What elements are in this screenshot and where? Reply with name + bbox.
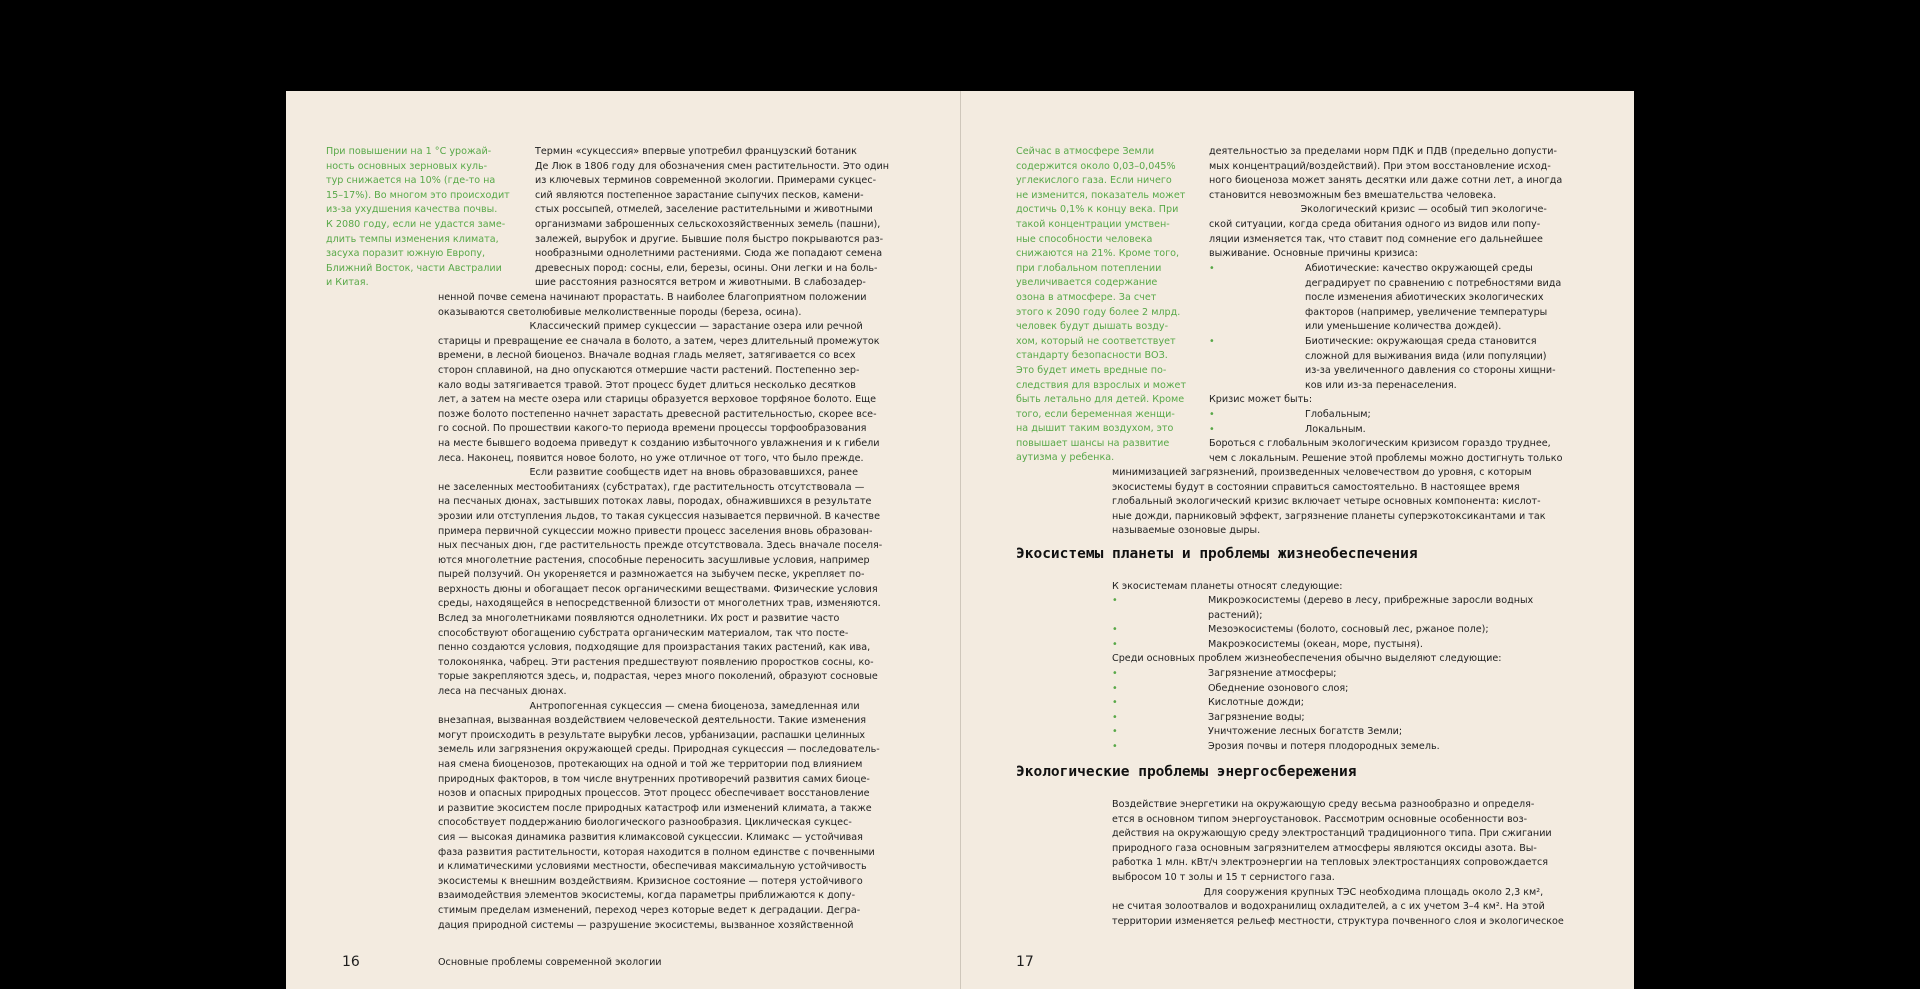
text-wide-right: минимизацией загрязнений, произведенных человечеством до уровня, с которым экосистемы будут в состоянии справиться самостоятельно. В настоящее время глобальный экологический кризис включает четыре основных компонента: кислот- ные дожди, парниковый эффект, загрязнение планеты суперэкотоксикантами и так называемые озоновые дыры. [1112, 467, 1546, 537]
running-footer: Основные проблемы современной экологии [438, 957, 662, 968]
bullet-icon: • [1209, 423, 1215, 435]
list-item: • Обеднение озонового слоя; [1112, 682, 1440, 697]
text-main-left: ненной почве семена начинают прорастать. В наиболее благоприятном положении оказываются светолюбивые мелколиственные породы (береза, осина). Классический пример сукцессии — зарастание озера или речной старицы и превращение ее сначала в болото, а затем, через длительный промежуток времени, в лесной биоценоз. Вначале водная гладь меляет, затягивается со всех сторон сплавиной, на дно опускаются отмершие части растений. Постепенно зер- кало воды затягивается травой. Этот процесс будет длиться несколько десятков лет, а затем на месте озера или старицы образуется верховое торфяное болото. Еще позже болото постепенно начнет зарастать древесной растительностью, скорее все- го сосной. По прошествии какого-то периода времени процессы торфообразования на месте бывшего водоема приведут к созданию избыточного увлажнения и к гибели леса. Наконец, появится новое болото, но уже отличное от того, что было прежде. Если развитие сообществ идет на вновь образовавшихся, ранее не заселенных местообитаниях (субстратах), где растительность отсутствовала — на песчаных дюнах, застывших потоках лавы, породах, обнажившихся в результате эрозии или отступления льдов, то такая сукцессия называется первичной. В качестве примера первичной сукцессии можно привести процесс заселения вновь образован- ных песчаных дюн, где растительность прежде отсутствовала. Здесь вначале поселя- ются многолетние растения, способные переносить засушливые условия, например пырей ползучий. Он укореняется и размножается на зыбучем песке, укрепляет по- верхность дюны и обогащает песок органическими веществами. Физические условия среды, находящейся в непосредственной близости от многолетних трав, изменяются. Вслед за многолетниками появляются однолетники. Их рост и развитие часто способствуют обогащению субстрата органическим материалом, так что посте- пенно создаются условия, подходящие для произрастания таких растений, как ива, толоконянка, чабрец. Эти растения предшествуют появлению проростков сосны, ко- торые закрепляются здесь, и, подрастая, через много поколений, образуют сосновые леса на песчаных дюнах. Антропогенная сукцессия — смена биоценоза, замедленная или внезапная, вызванная воздействием человеческой деятельности. Такие изменения могут происходить в результате вырубки лесов, урбанизации, распашки целинных земель или загрязнения окружающей среды. Природная сукцессия — последователь- ная смена биоценозов, протекающих на одной и той же территории под влиянием природных факторов, в том числе внутренних противоречий развития самих биоце- нозов и опасных природных процессов. Этот процесс обеспечивает восстановление и развитие экосистем после природных катастроф или изменений климата, а также способствует поддержанию биологического разнообразия. Циклическая сукцес- сия — высокая динамика развития климаксовой сукцессии. Климакс — устойчивая фаза развития растительности, которая находится в полном единстве с почвенными и климатическими условиями местности, обеспечивая максимальную устойчивость экосистемы к внешним воздействиям. Кризисное состояние — потеря устойчивого взаимодействия элементов экосистемы, когда параметры приближаются к допу- стимым пределам изменений, переход через которые ведет к деградации. Дегра- дация природной системы — разрушение экосистемы, вызванное хозяйственной [438, 292, 883, 931]
right-page [961, 91, 1634, 989]
bullet-icon: • [1112, 624, 1118, 636]
heading-ecosystems: Экосистемы планеты и проблемы жизнеобеспечения [1016, 546, 1418, 562]
list-item: • Макроэкосистемы (океан, море, пустыня). [1112, 638, 1533, 653]
heading-energy: Экологические проблемы энергосбережения [1016, 764, 1357, 780]
sidenote-left: При повышении на 1 °С урожай- ность основных зерновых куль- тур снижается на 10% (где-то на 15–17%). Во многом это происходит из-за ухудшения качества почвы. К 2080 году, если не удастся заме- длить темпы изменения климата, засуха поразит южную Европу, Ближний Восток, части Австралии и Китая. [326, 146, 510, 289]
list-item: • Эрозия почвы и потеря плодородных земель. [1112, 740, 1440, 755]
bullet-icon: • [1112, 682, 1118, 694]
ecosystems-intro: К экосистемам планеты относят следующие: [1112, 581, 1343, 592]
bullet-icon: • [1112, 595, 1118, 606]
list-item: • Микроэкосистемы (дерево в лесу, прибрежные заросли водных растений); [1112, 595, 1534, 621]
bullet-icon: • [1112, 668, 1118, 679]
list-item: • Абиотические: качество окружающей среды деградирует по сравнению с потребностями вида после изменения абиотических экологических факторов (например, увеличение температуры или уменьшение количества дождей). [1209, 263, 1562, 333]
crisis-can-be: Кризис может быть: [1209, 394, 1313, 405]
sidenote-right: Сейчас в атмосфере Земли содержится около 0,03–0,045% углекислого газа. Если ничего не изменится, показатель может достичь 0,1% к концу века. При такой концентрации умствен- ные способности человека снижаются на 21%. Кроме того, при глобальном потеплении увеличивается содержание озона в атмосфере. За счет этого к 2090 году более 2 млрд. человек будут дышать возду- хом, который не соответствует стандарту безопасности ВОЗ. Это будет иметь вредные по- следствия для взрослых и может быть летально для детей. Кроме того, если беременная женщи- на дышит таким воздухом, это повышает шансы на развитие аутизма у ребенка. [1016, 146, 1187, 464]
list-item: • Кислотные дожди; [1112, 696, 1440, 711]
bullet-icon: • [1112, 726, 1118, 738]
problems-intro: Среди основных проблем жизнеобеспечения обычно выделяют следующие: [1112, 653, 1502, 664]
page-number-left: 16 [342, 954, 360, 970]
text-after-list: Бороться с глобальным экологическим кризисом гораздо труднее, чем с локальным. Решение этой проблемы можно достигнуть только [1209, 438, 1563, 464]
crisis-types-list [1209, 408, 1371, 437]
list-item: • Локальным. [1209, 423, 1371, 438]
bullet-icon: • [1209, 263, 1215, 274]
crisis-causes-list [1209, 262, 1561, 393]
list-item: • Биотические: окружающая среда становится сложной для выживания вида (или популяции) из-за увеличенного давления со стороны хищни- ков или из-за перенаселения. [1209, 335, 1556, 391]
energy-text: Воздействие энергетики на окружающую среду весьма разнообразно и определя- ется в основном типом энергоустановок. Рассмотрим основные особенности воз- действия на окружающую среду электростанций традиционного типа. При сжигании природного газа основным загрязнителем атмосферы являются оксиды азота. Вы- работка 1 млн. кВт/ч электроэнергии на тепловых электростанциях сопровождается выбросом 10 т золы и 15 т сернистого газа. Для сооружения крупных ТЭС необходима площадь около 2,3 км², не считая золоотвалов и водохранилищ охладителей, а с их учетом 3–4 км². На этой территории изменяется рельеф местности, структура почвенного слоя и экологическое [1112, 799, 1564, 927]
ecosystems-list [1112, 594, 1533, 652]
left-page [286, 91, 960, 989]
bullet-icon: • [1209, 335, 1215, 347]
bullet-icon: • [1112, 740, 1118, 752]
list-item: • Загрязнение воды; [1112, 711, 1440, 726]
bullet-icon: • [1112, 638, 1118, 650]
page-number-right: 17 [1016, 954, 1034, 970]
text-top-left: Термин «сукцессия» впервые употребил французский ботаник Де Люк в 1806 году для обозначения смен растительности. Это один из ключевых терминов современной экологии. Примерами сукцес- сий являются постепенное зарастание сыпучих песков, камени- стых россыпей, отмелей, заселение растительными и животными организмами заброшенных сельскохозяйственных земель (пашни), залежей, вырубок и другие. Бывшие поля быстро покрываются раз- нообразными однолетними растениями. Сюда же попадают семена древесных пород: сосны, ели, березы, осины. Они легки и на боль- шие расстояния разносятся ветром и животными. В слабозадер- [535, 146, 890, 289]
list-item: • Загрязнение атмосферы; [1112, 667, 1440, 682]
bullet-icon: • [1209, 409, 1215, 420]
bullet-icon: • [1112, 711, 1118, 723]
list-item: • Уничтожение лесных богатств Земли; [1112, 725, 1440, 740]
problems-list [1112, 667, 1440, 755]
list-item: • Мезоэкосистемы (болото, сосновый лес, ржаное поле); [1112, 623, 1533, 638]
bullet-icon: • [1112, 697, 1118, 709]
list-item: • Глобальным; [1209, 408, 1371, 423]
text-top-right: деятельностью за пределами норм ПДК и ПДВ (предельно допусти- мых концентраций/воздействий). При этом восстановление исход- ного биоценоза может занять десятки или даже сотни лет, а иногда становится невозможным без вмешательства человека. Экологический кризис — особый тип экологиче- ской ситуации, когда среда обитания одного из видов или попу- ляции изменяется так, что ставит под сомнение его дальнейшее выживание. Основные причины кризиса: [1209, 146, 1563, 260]
